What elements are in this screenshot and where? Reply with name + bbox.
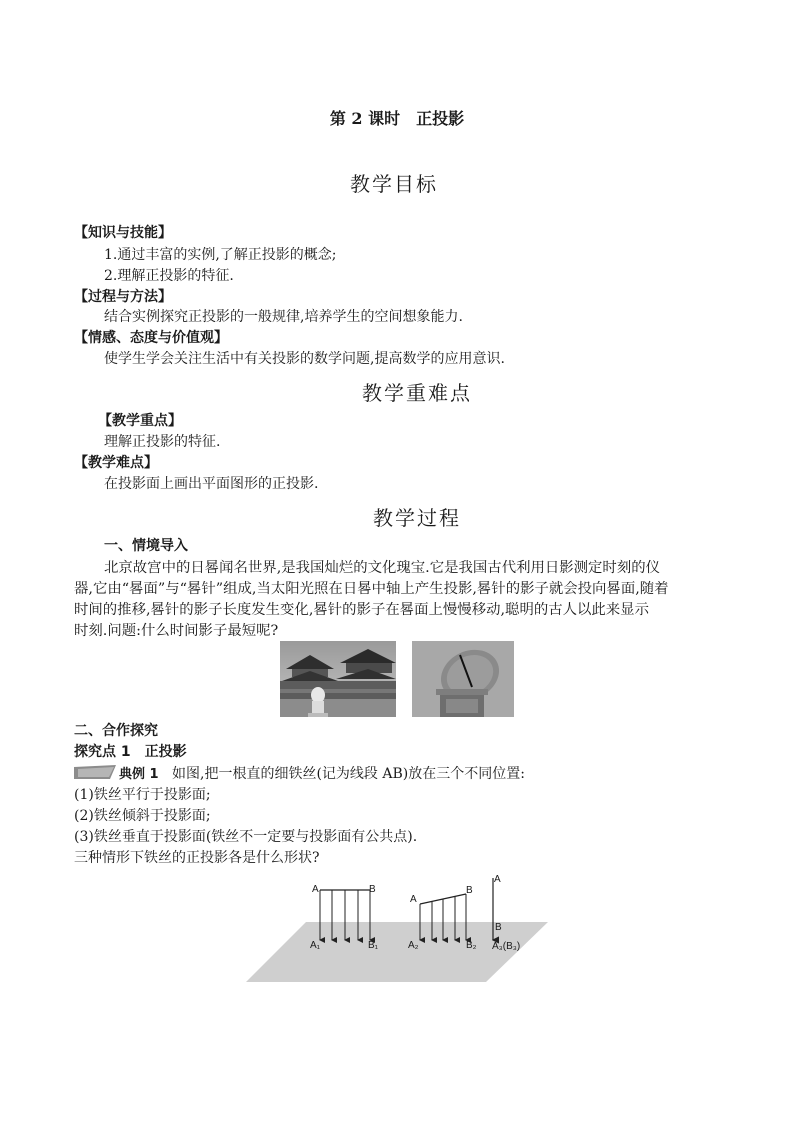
photo-sundial (412, 641, 514, 717)
difficulty-text: 在投影面上画出平面图形的正投影. (104, 476, 319, 492)
example-badge-icon (74, 764, 116, 778)
attitude-heading: 【情感、态度与价值观】 (74, 330, 228, 346)
photo-forbidden-city (280, 641, 396, 717)
intro-line-1: 北京故宫中的日晷闻名世界,是我国灿烂的文化瑰宝.它是我国古代利用日影测定时刻的仪 (104, 560, 660, 576)
label-a3b3: A₃(B₃) (492, 941, 521, 952)
knowledge-item-2: 2.理解正投影的特征. (104, 268, 234, 284)
focus-text: 理解正投影的特征. (104, 434, 221, 450)
question-text: 三种情形下铁丝的正投影各是什么形状? (74, 850, 320, 866)
case-3: (3)铁丝垂直于投影面(铁丝不一定要与投影面有公共点). (74, 829, 418, 845)
page-title: 第 2 课时 正投影 (329, 109, 465, 128)
knowledge-heading: 【知识与技能】 (74, 225, 172, 241)
case-2: (2)铁丝倾斜于投影面; (74, 808, 211, 824)
explore-heading: 二、合作探究 (74, 723, 158, 739)
case-1: (1)铁丝平行于投影面; (74, 787, 211, 803)
label-b2: B₂ (466, 940, 477, 951)
section-process: 教学过程 (373, 506, 461, 530)
focus-heading: 【教学重点】 (98, 413, 182, 429)
section-key-points: 教学重难点 (362, 381, 472, 405)
intro-line-4: 时刻.问题:什么时间影子最短呢? (74, 623, 279, 639)
intro-line-3: 时间的推移,晷针的影子长度发生变化,晷针的影子在晷面上慢慢移动,聪明的古人以此来显示 (74, 602, 649, 618)
example-text: 如图,把一根直的细铁丝(记为线段 AB)放在三个不同位置: (172, 766, 525, 782)
projection-diagram (240, 870, 560, 986)
method-text: 结合实例探究正投影的一般规律,培养学生的空间想象能力. (104, 309, 463, 325)
method-heading: 【过程与方法】 (74, 289, 172, 305)
attitude-text: 使学生学会关注生活中有关投影的数学问题,提高数学的应用意识. (104, 351, 505, 367)
label-a2: A₂ (408, 940, 419, 951)
label-a-1: A (312, 884, 319, 895)
label-b-1: B (369, 884, 376, 895)
example-label: 典例 1 (119, 767, 159, 782)
projection-plane (246, 922, 548, 982)
label-a-3: A (494, 874, 501, 885)
label-a-2: A (410, 894, 417, 905)
intro-heading: 一、情境导入 (104, 538, 188, 554)
knowledge-item-1: 1.通过丰富的实例,了解正投影的概念; (104, 247, 337, 263)
explore-point-heading: 探究点 1 正投影 (74, 744, 187, 760)
label-b1: B₁ (368, 940, 379, 951)
difficulty-heading: 【教学难点】 (74, 455, 158, 471)
label-a1: A₁ (310, 940, 321, 951)
intro-line-2: 器,它由“晷面”与“晷针”组成,当太阳光照在日晷中轴上产生投影,晷针的影子就会投向晷面,随着 (74, 581, 669, 597)
section-objectives: 教学目标 (350, 172, 438, 196)
label-b-2: B (466, 885, 473, 896)
label-b-3: B (495, 922, 502, 933)
